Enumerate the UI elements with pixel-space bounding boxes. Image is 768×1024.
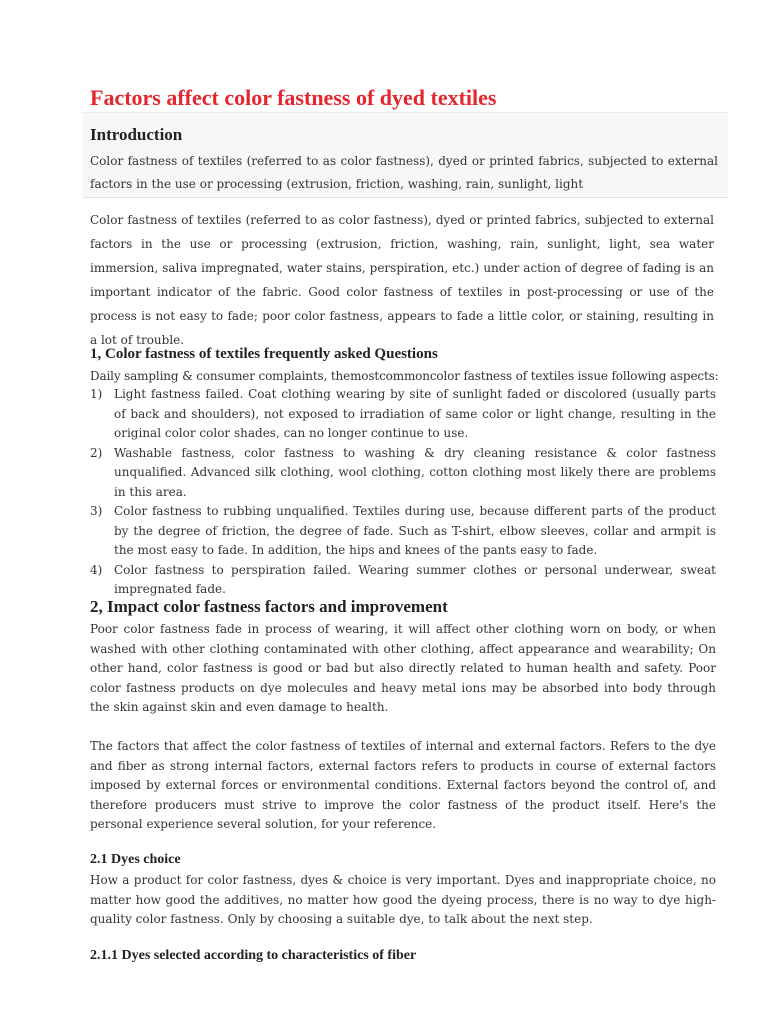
list-item-number: 2) <box>90 445 103 460</box>
section-2-1-1-heading: 2.1.1 Dyes selected according to characteristics of fiber <box>90 948 417 963</box>
list-item-text: Light fastness failed. Coat clothing wearing by site of sunlight faded or discolored (usually parts of back and shoulders), not exposed to irradiation of same color or light change, resulting in the original color color shades, can no longer continue to use. <box>114 387 716 440</box>
list-item <box>90 444 716 503</box>
list-item-number: 3) <box>90 504 103 518</box>
section-2-heading: 2, Impact color fastness factors and improvement <box>90 597 448 616</box>
section-2-1-paragraph: How a product for color fastness, dyes & choice is very important. Dyes and inappropriate choice, no matter how good the additives, no matter how good the dyeing process, there is no way to dye high-quality color fastness. Only by choosing a suitable dye, to talk about the next step. <box>90 873 716 926</box>
section-1-heading: 1, Color fastness of textiles frequently asked Questions <box>90 346 438 362</box>
list-item-number: 4) <box>90 562 103 577</box>
list-item-text: Color fastness to perspiration failed. Wearing summer clothes or personal underwear, sweat impregnated fade. <box>114 562 716 596</box>
list-item <box>90 561 716 600</box>
introduction-text: Color fastness of textiles (referred to as color fastness), dyed or printed fabrics, subjected to external factors in the use or processing (extrusion, friction, washing, rain, sunlight, light <box>90 154 718 191</box>
introduction-box <box>82 112 728 198</box>
page-title: Factors affect color fastness of dyed textiles <box>90 85 497 110</box>
list-item-text: Washable fastness, color fastness to washing & dry cleaning resistance & color fastness unqualified. Advanced silk clothing, wool clothing, cotton clothing most likely there are problems in this area. <box>114 445 716 499</box>
section-2-1-heading: 2.1 Dyes choice <box>90 852 181 867</box>
list-item <box>90 385 716 444</box>
section-1-lead: Daily sampling & consumer complaints, themostcommoncolor fastness of textiles issue following aspects: <box>90 369 719 383</box>
faq-list <box>90 385 716 600</box>
list-item <box>90 502 716 561</box>
opening-paragraph: Color fastness of textiles (referred to as color fastness), dyed or printed fabrics, subjected to external factors in the use or processing (extrusion, friction, washing, rain, sunlight, light, sea water immersion, saliva impregnated, water stains, perspiration, etc.) under action of degree of fading is an important indicator of the fabric. Good color fastness of textiles in post-processing or use of the process is not easy to fade; poor color fastness, appears to fade a little color, or staining, resulting in a lot of trouble. <box>90 213 714 347</box>
section-2-paragraph-2: The factors that affect the color fastness of textiles of internal and external factors. Refers to the dye and fiber as strong internal factors, external factors refers to products in course of external factors imposed by external forces or environmental conditions. External factors beyond the control of, and therefore producers must strive to improve the color fastness of the product itself. Here's the personal experience several solution, for your reference. <box>90 739 716 831</box>
section-2-paragraph-1: Poor color fastness fade in process of wearing, it will affect other clothing worn on body, or when washed with other clothing contaminated with other clothing, affect appearance and wearability; On other hand, color fastness is good or bad but also directly related to human health and safety. Poor color fastness products on dye molecules and heavy metal ions may be absorbed into body through the skin against skin and even damage to health. <box>90 622 716 714</box>
list-item-text: Color fastness to rubbing unqualified. Textiles during use, because different parts of the product by the degree of friction, the degree of fade. Such as T-shirt, elbow sleeves, collar and armpit is the most easy to fade. In addition, the hips and knees of the pants easy to fade. <box>114 504 716 557</box>
introduction-heading: Introduction <box>90 125 183 144</box>
list-item-number: 1) <box>90 387 103 401</box>
